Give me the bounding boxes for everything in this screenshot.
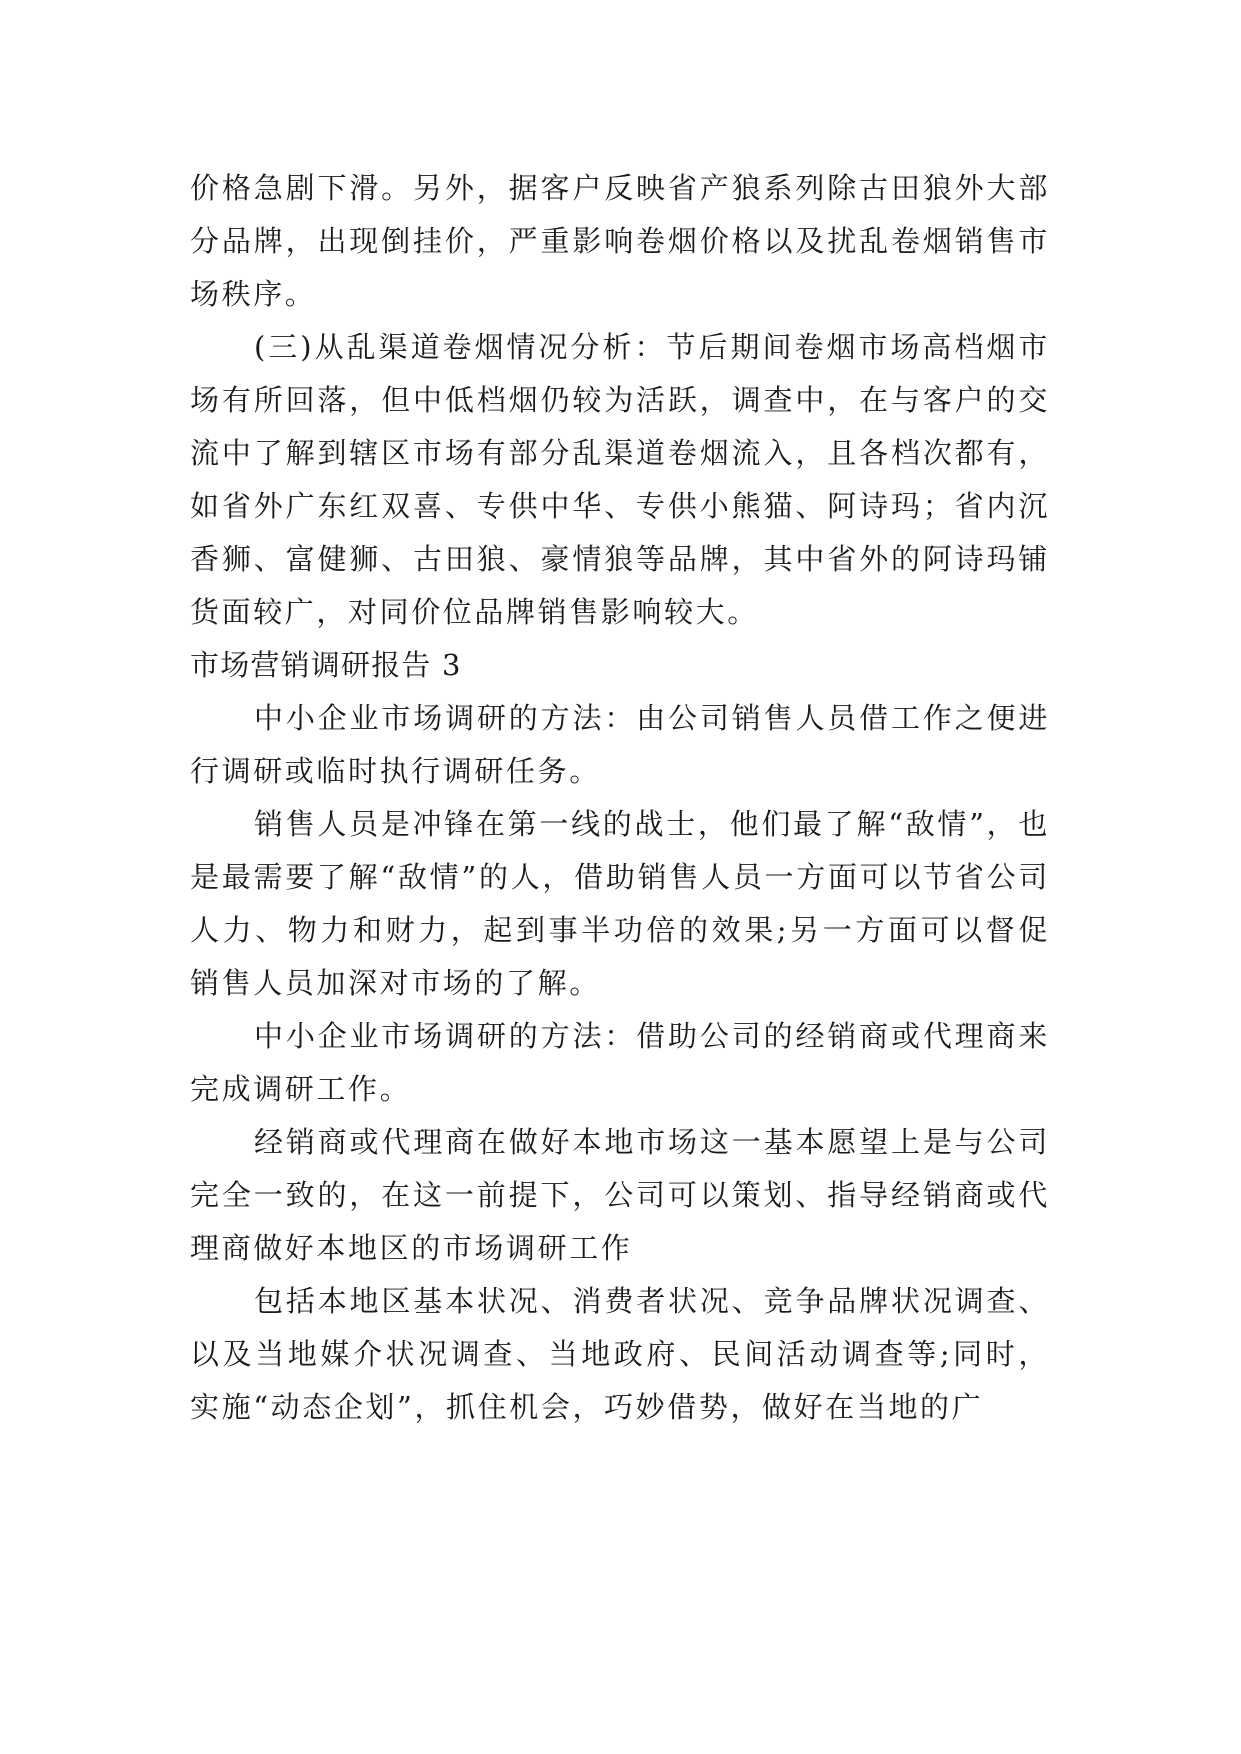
paragraph-method-distributors: 中小企业市场调研的方法：借助公司的经销商或代理商来完成调研工作。 (190, 1019, 1050, 1106)
paragraph-continuation: 价格急剧下滑。另外，据客户反映省产狼系列除古田狼外大部分品牌，出现倒挂价，严重影响卷烟价格以及扰乱卷烟销售市场秩序。 (190, 171, 1050, 311)
document-body (190, 162, 1050, 1434)
paragraph-sales-staff-detail: 销售人员是冲锋在第一线的战士，他们最了解“敌情”，也是最需要了解“敌情”的人，借助销售人员一方面可以节省公司人力、物力和财力，起到事半功倍的效果;另一方面可以督促销售人员加深对市场的了解。 (190, 807, 1050, 1000)
paragraph-channel-analysis: (三)从乱渠道卷烟情况分析：节后期间卷烟市场高档烟市场有所回落，但中低档烟仍较为活跃，调查中，在与客户的交流中了解到辖区市场有部分乱渠道卷烟流入，且各档次都有，如省外广东红双喜、专供中华、专供小熊猫、阿诗玛；省内沉香狮、富健狮、古田狼、豪情狼等品牌，其中省外的阿诗玛铺货面较广，对同价位品牌销售影响较大。 (190, 330, 1050, 629)
paragraph-method-sales-staff: 中小企业市场调研的方法：由公司销售人员借工作之便进行调研或临时执行调研任务。 (190, 701, 1050, 788)
paragraph-research-scope: 包括本地区基本状况、消费者状况、竞争品牌状况调查、以及当地媒介状况调查、当地政府、民间活动调查等;同时，实施“动态企划”，抓住机会，巧妙借势，做好在当地的广 (190, 1284, 1050, 1424)
paragraph-distributors-detail: 经销商或代理商在做好本地市场这一基本愿望上是与公司完全一致的，在这一前提下，公司可以策划、指导经销商或代理商做好本地区的市场调研工作 (190, 1125, 1050, 1265)
section-heading: 市场营销调研报告 3 (190, 648, 462, 682)
